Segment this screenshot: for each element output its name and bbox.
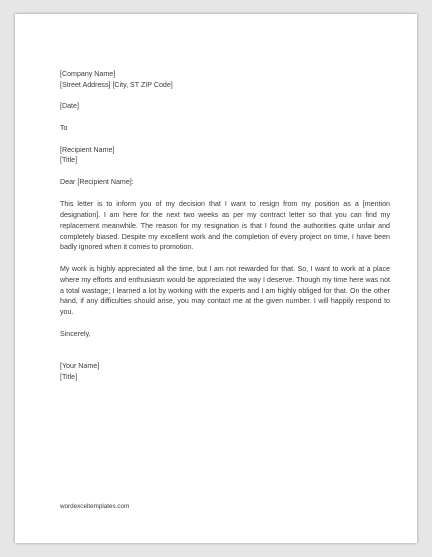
recipient-name: [Recipient Name] [60, 145, 115, 154]
letter-page [15, 14, 417, 543]
letter-date: [Date] [60, 102, 79, 111]
signature-title: [Title] [60, 373, 78, 382]
body-paragraph-1: This letter is to inform you of my decision that I want to resign from my position as a [mention designation]. I am here for the next two weeks as per my contract letter so that you can find my replacement meanwhile. The reason for my resignation is that I found the authorities quite unfair and completely biased. Despite my excellent work and the completion of every project on time, I have been badly ignored when it comes to promotion. [60, 200, 390, 252]
to-label: To [60, 123, 68, 132]
sender-company-name: [Company Name] [60, 70, 116, 78]
body-paragraph-2: My work is highly appreciated all the time, but I am not rewarded for that. So, I want to work at a place where my efforts and enthusiasm would be appreciated the way I deserve. Though my time here was not a total wastage; I learned a lot by working with the experts and I am highly obliged for that. On the other hand, if any difficulties should arise, you may contact me at the given number. I will happily respond to you. [60, 265, 390, 317]
letter-body [60, 69, 390, 383]
salutation: Dear [Recipient Name]: [60, 177, 134, 186]
sender-street-address: [Street Address] [City, ST ZIP Code] [60, 80, 173, 89]
closing: Sincerely, [60, 329, 91, 338]
signature-name: [Your Name] [60, 362, 100, 371]
footer-site: wordexceltemplates.com [60, 503, 130, 510]
recipient-title: [Title] [60, 156, 78, 165]
